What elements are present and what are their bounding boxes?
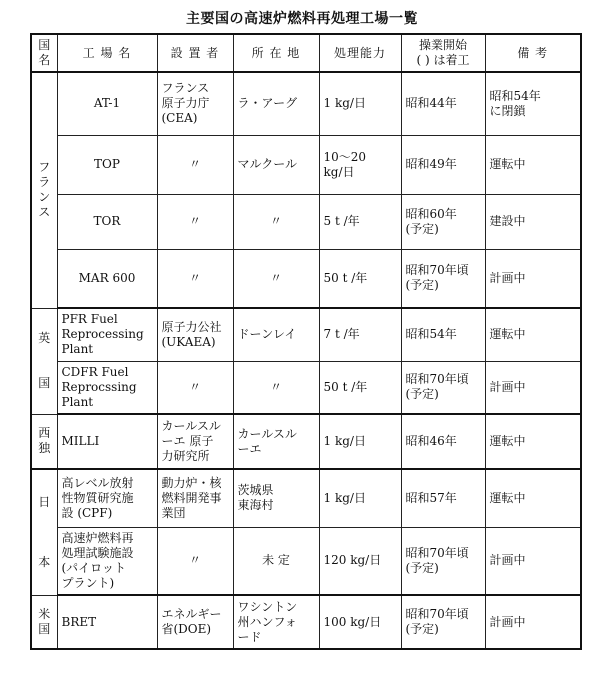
cell-capacity: 7 t /年 <box>319 308 401 361</box>
cell-operator: フランス 原子力庁 (CEA) <box>157 72 233 135</box>
cell-operator: 〃 <box>157 194 233 249</box>
table-row <box>31 249 581 308</box>
table-row <box>31 414 581 469</box>
cell-capacity: 10～20 kg/日 <box>319 135 401 194</box>
cell-operator: 〃 <box>157 527 233 595</box>
cell-capacity: 1 kg/日 <box>319 414 401 469</box>
country-west-germany: 西 独 <box>31 414 57 469</box>
cell-location: ドーンレイ <box>233 308 319 361</box>
cell-operator: 〃 <box>157 361 233 414</box>
header-plant: 工 場 名 <box>57 34 157 72</box>
cell-plant: TOP <box>57 135 157 194</box>
country-japan: 日 本 <box>31 469 57 595</box>
fbr-reprocessing-plants-table <box>30 33 582 650</box>
cell-start: 昭和70年頃 (予定) <box>401 361 485 414</box>
header-country: 国名 <box>31 34 57 72</box>
table-row <box>31 308 581 361</box>
cell-capacity: 50 t /年 <box>319 361 401 414</box>
cell-location: カールスル ーエ <box>233 414 319 469</box>
cell-start: 昭和46年 <box>401 414 485 469</box>
cell-capacity: 5 t /年 <box>319 194 401 249</box>
cell-location: 未 定 <box>233 527 319 595</box>
cell-plant: PFR Fuel Reprocessing Plant <box>57 308 157 361</box>
country-france: フ ラ ン ス <box>31 72 57 308</box>
cell-start: 昭和57年 <box>401 469 485 527</box>
cell-operator: カールスル ーエ 原子 力研究所 <box>157 414 233 469</box>
cell-remarks: 計画中 <box>485 595 581 649</box>
cell-plant: MAR 600 <box>57 249 157 308</box>
cell-location: マルクール <box>233 135 319 194</box>
cell-plant: TOR <box>57 194 157 249</box>
cell-remarks: 計画中 <box>485 527 581 595</box>
cell-plant: CDFR Fuel Reprocssing Plant <box>57 361 157 414</box>
cell-start: 昭和49年 <box>401 135 485 194</box>
country-uk: 英 国 <box>31 308 57 414</box>
header-location: 所 在 地 <box>233 34 319 72</box>
cell-operator: 〃 <box>157 135 233 194</box>
table-row <box>31 595 581 649</box>
table-row <box>31 194 581 249</box>
cell-location: 〃 <box>233 194 319 249</box>
cell-start: 昭和60年 (予定) <box>401 194 485 249</box>
cell-location: ラ・アーグ <box>233 72 319 135</box>
cell-start: 昭和44年 <box>401 72 485 135</box>
cell-plant: BRET <box>57 595 157 649</box>
cell-capacity: 100 kg/日 <box>319 595 401 649</box>
table-row <box>31 72 581 135</box>
cell-operator: 動力炉・核 燃料開発事 業団 <box>157 469 233 527</box>
header-row <box>31 34 581 72</box>
cell-start: 昭和54年 <box>401 308 485 361</box>
cell-operator: エネルギー 省(DOE) <box>157 595 233 649</box>
cell-remarks: 昭和54年 に閉鎖 <box>485 72 581 135</box>
table-row <box>31 135 581 194</box>
header-remarks: 備 考 <box>485 34 581 72</box>
cell-remarks: 運転中 <box>485 469 581 527</box>
cell-capacity: 1 kg/日 <box>319 72 401 135</box>
table-row <box>31 527 581 595</box>
country-usa: 米 国 <box>31 595 57 649</box>
page-title: 主要国の高速炉燃料再処理工場一覧 <box>186 11 418 27</box>
cell-operator: 原子力公社 (UKAEA) <box>157 308 233 361</box>
cell-plant: 高レベル放射 性物質研究施 設 (CPF) <box>57 469 157 527</box>
cell-plant: AT-1 <box>57 72 157 135</box>
cell-location: 茨城県 東海村 <box>233 469 319 527</box>
table-row <box>31 469 581 527</box>
cell-remarks: 建設中 <box>485 194 581 249</box>
cell-capacity: 120 kg/日 <box>319 527 401 595</box>
cell-start: 昭和70年頃 (予定) <box>401 527 485 595</box>
header-capacity: 処理能力 <box>319 34 401 72</box>
cell-location: 〃 <box>233 361 319 414</box>
header-start: 操業開始 ( ) は着工 <box>401 34 485 72</box>
cell-location: 〃 <box>233 249 319 308</box>
cell-remarks: 計画中 <box>485 249 581 308</box>
cell-plant: 高速炉燃料再 処理試験施設 (パイロット プラント) <box>57 527 157 595</box>
cell-capacity: 50 t /年 <box>319 249 401 308</box>
cell-location: ワシントン 州ハンフォ ード <box>233 595 319 649</box>
cell-capacity: 1 kg/日 <box>319 469 401 527</box>
table-row <box>31 361 581 414</box>
cell-start: 昭和70年頃 (予定) <box>401 595 485 649</box>
cell-operator: 〃 <box>157 249 233 308</box>
cell-plant: MILLI <box>57 414 157 469</box>
cell-remarks: 運転中 <box>485 135 581 194</box>
cell-remarks: 運転中 <box>485 414 581 469</box>
cell-start: 昭和70年頃 (予定) <box>401 249 485 308</box>
cell-remarks: 計画中 <box>485 361 581 414</box>
header-operator: 設 置 者 <box>157 34 233 72</box>
cell-remarks: 運転中 <box>485 308 581 361</box>
